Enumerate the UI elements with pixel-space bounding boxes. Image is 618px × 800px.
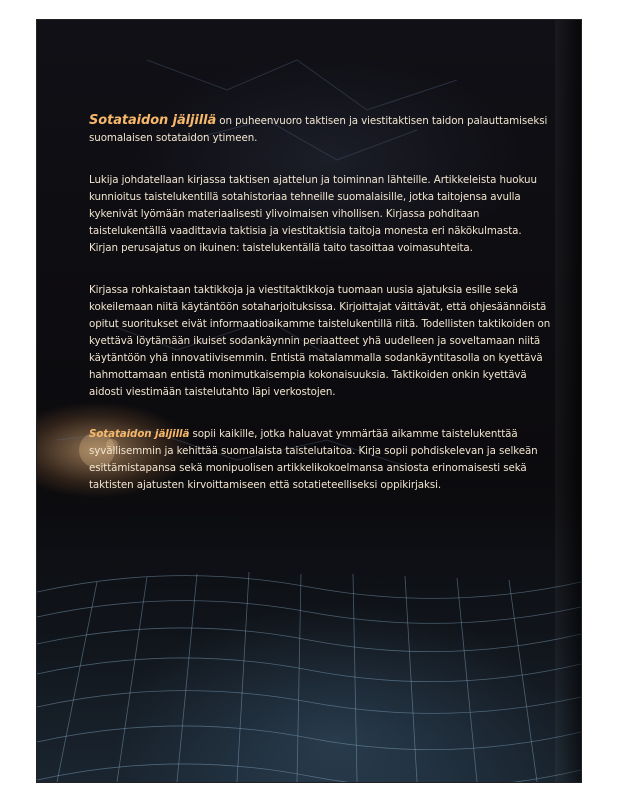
paragraph-reader (89, 172, 553, 257)
paragraph-text: Kirjassa rohkaistaan taktikkoja ja viestitaktikkoja tuomaan uusia ajatuksia esille sekä kokeilemaan niitä käytäntöön sotaharjoituksissa. Kirjoittajat väittävät, että ohjesäännöistä opitut suoritukset eivät informaatioaikamme taistelukentillä riitä. Todellisten taktikoiden on kyettävä löytämään ikuiset sodankäynnin periaatteet yhä uudelleen ja soveltamaan niitä käytäntöön yhä innovatiivisemmin. Entistä matalammalla sodankäyntitasolla on kyettävä hahmottamaan entistä monimutkaisempia kokonaisuuksia. Taktikoiden onkin kyettävä aidosti viestimään taistelutahto läpi verkostojen. (89, 284, 551, 398)
cover-text (89, 112, 553, 519)
book-title-emphasis: Sotataidon jäljillä (89, 428, 190, 440)
book-back-cover (37, 20, 581, 782)
book-title-emphasis: Sotataidon jäljillä (89, 113, 217, 128)
wireframe-grid-graphic (37, 552, 581, 782)
paragraph-text: sopii kaikille, jotka haluavat ymmärtää aikamme taistelukenttää syvällisemmin ja kehittää suomalaista taistelutaitoa. Kirja sopii pohdiskelevan ja selkeän esittämistapansa sekä monipuolisen artikkelikokoelmansa ansiosta erinomaisesti sekä taktisten ajatusten kirvoittamiseen että sotatieteelliseksi oppikirjaksi. (89, 428, 538, 491)
paragraph-intro (89, 112, 553, 147)
paragraph-audience (89, 426, 553, 494)
paragraph-encouragement (89, 282, 553, 401)
paragraph-text: Lukija johdatellaan kirjassa taktisen ajattelun ja toiminnan lähteille. Artikkeleista huokuu kunnioitus taistelukentillä sotahistoriaa tehneille suomalaisille, jotka taitojensa avulla kykenivät lyömään materiaalisesti ylivoimaisen vihollisen. Kirjassa pohditaan taistelukentällä vaadittavia taktisia ja viestitaktisia taitoja monesta eri näkökulmasta. Kirjan perusajatus on ikuinen: taistelukentällä taito tasoittaa voimasuhteita. (89, 174, 537, 254)
book-spine-edge (555, 20, 581, 782)
paragraph-text: on puheenvuoro taktisen ja viestitaktisen taidon palauttamiseksi suomalaisen sotataidon ytimeen. (89, 115, 548, 144)
